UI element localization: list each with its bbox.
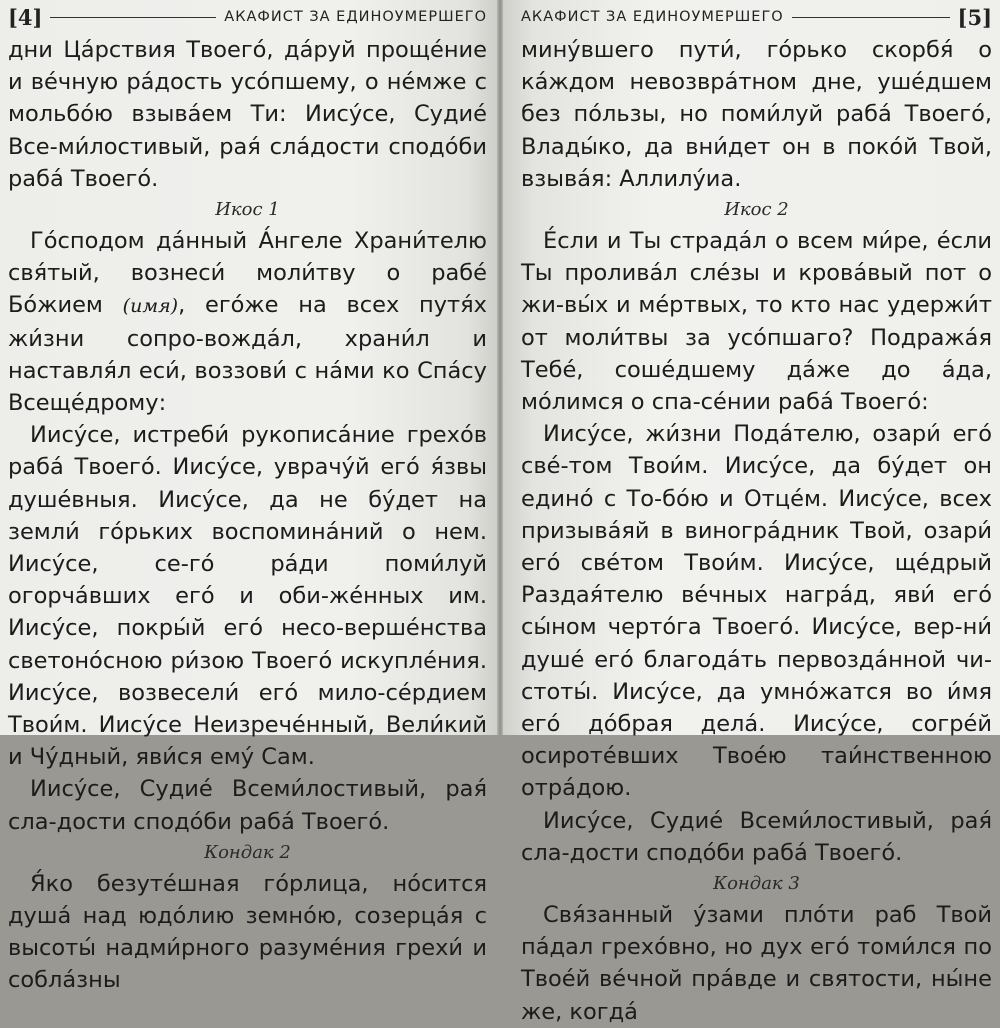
section-heading-ikos-1: Икос 1 xyxy=(215,199,280,221)
header-rule xyxy=(50,17,216,18)
right-page-text xyxy=(521,34,992,1028)
paragraph: Е́сли и Ты страда́л о всем ми́ре, е́сли Ты пролива́л сле́зы и крова́вый пот о жи-вы́х и ме́ртвых, то кто нас удержи́т от моли́твы за усо́пшаго? Подража́я Тебе́, соше́дшему да́же до а́да, мо́лимся о спа-се́нии раба́ Твоего́: xyxy=(521,228,992,416)
left-page-text xyxy=(8,34,487,997)
left-page-header xyxy=(8,0,487,34)
paragraph: Я́ко безуте́шная го́рлица, но́сится душа́ над юдо́лию земно́ю, созерца́я с высоты́ надми́рного разуме́ния грехи́ и собла́зны xyxy=(8,870,487,994)
paragraph: дни Ца́рствия Твоего́, да́руй проще́ние и ве́чную ра́дость усо́пшему, о не́мже с мольбо́ю взыва́ем Ти: Иису́се, Судие́ Все-ми́лостивый, рая́ сла́дости сподо́би раба́ Твоего́. xyxy=(8,37,487,192)
section-heading-kondak-2: Кондак 2 xyxy=(204,841,291,863)
right-page xyxy=(503,0,1000,1025)
paragraph: мину́вшего пути́, го́рько скорбя́ о ка́ждом невозвра́тном дне, уше́дшем без по́льзы, но поми́луй раба́ Твоего́, Влады́ко, да вни́дет он в поко́й Твой, взыва́я: Аллилу́иа. xyxy=(521,37,992,192)
name-placeholder-note: (имя) xyxy=(122,295,179,318)
right-running-title: АКАФИСТ ЗА ЕДИНОУМЕРШЕГО xyxy=(521,9,784,25)
paragraph: Свя́занный у́зами пло́ти раб Твой па́дал грехо́вно, но дух его́ томи́лся по Твое́й ве́чной пра́вде и святости, ны́не же, когда́ xyxy=(521,902,992,1025)
paragraph: Иису́се, истреби́ рукописа́ние грехо́в раба́ Твоего́. Иису́се, уврачу́й его́ я́звы душе́вныя. Иису́се, да не бу́дет на земли́ го́рьких воспомина́ний о нем. Иису́се, се-го́ ра́ди поми́луй огорча́вших его́ и оби-же́нных им. Иису́се, покры́й его́ несо-верше́нства светоно́сною ри́зою Твоего́ искупле́ния. Иису́се, возвесели́ его́ мило-се́рдием Твои́м. Иису́се Неизрече́нный, Вели́кий и Чу́дный, яви́ся ему́ Сам. xyxy=(8,422,487,771)
paragraph: Иису́се, Судие́ Всеми́лостивый, рая́ сла-дости сподо́би раба́ Твоего́. xyxy=(521,807,992,866)
section-heading-kondak-3: Кондак 3 xyxy=(713,873,800,895)
paragraph: Иису́се, Судие́ Всеми́лостивый, рая́ сла-дости сподо́би раба́ Твоего́. xyxy=(8,776,487,835)
right-page-number: [5] xyxy=(957,4,992,30)
left-page-number: [4] xyxy=(8,4,43,30)
right-page-header xyxy=(521,0,992,34)
paragraph: Иису́се, жи́зни Пода́телю, озари́ его́ све́-том Твои́м. Иису́се, да бу́дет он едино́ с То-бо́ю и Отце́м. Иису́се, всех призыва́яй в виногра́дник Твой, озари́ его́ све́том Твои́м. Иису́се, ще́дрый Раздая́телю ве́чных награ́д, яви́ его́ сы́ном черто́га Твоего́. Иису́се, вер-ни́ душе́ его́ благода́ть первозда́нной чи-стоты́. Иису́се, да умно́жатся во и́мя его́ до́брая дела́. Иису́се, согре́й осироте́вших Твое́ю таи́нственною отра́дою. xyxy=(521,421,992,802)
section-heading-ikos-2: Икос 2 xyxy=(724,199,789,221)
paragraph: Го́сподом да́нный А́нгеле Храни́телю свя́тый, вознеси́ моли́тву о рабе́ Бо́жием (имя), его́же на всех путя́х жи́зни сопро-вожда́л, храни́л и наставля́л еси́, воззови́ с на́ми ко Спа́су Всеще́дрому: xyxy=(8,228,488,417)
left-page xyxy=(0,0,497,994)
left-running-title: АКАФИСТ ЗА ЕДИНОУМЕРШЕГО xyxy=(224,9,487,25)
header-rule xyxy=(792,17,950,18)
